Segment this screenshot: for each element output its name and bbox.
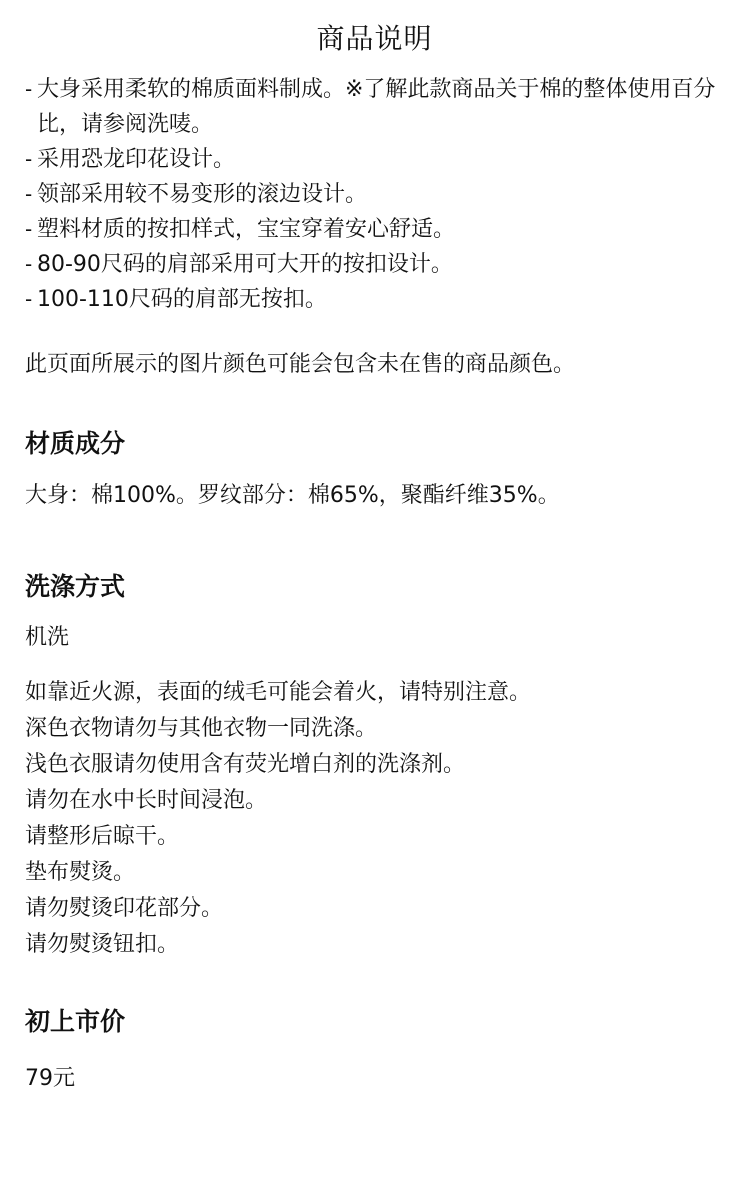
washing-instruction: 请整形后晾干。 <box>25 824 180 849</box>
feature-list <box>25 72 724 317</box>
feature-item <box>25 212 724 247</box>
price-value: 79元 <box>25 1066 75 1091</box>
washing-instruction: 请勿在水中长时间浸泡。 <box>25 788 268 813</box>
feature-text: 大身采用柔软的棉质面料制成。※了解此款商品关于棉的整体使用百分比，请参阅洗唛。 <box>37 77 716 137</box>
price-section <box>25 1006 724 1096</box>
bullet-marker: - <box>25 147 33 171</box>
washing-instruction: 请勿熨烫印花部分。 <box>25 896 224 921</box>
material-text: 大身：棉100%。罗纹部分：棉65%，聚酯纤维35%。 <box>25 483 560 508</box>
page-title: 商品说明 <box>316 22 433 55</box>
bullet-marker: - <box>25 182 33 206</box>
washing-instruction: 浅色衣服请勿使用含有荧光增白剂的洗涤剂。 <box>25 752 466 777</box>
washing-instruction: 深色衣物请勿与其他衣物一同洗涤。 <box>25 716 378 741</box>
bullet-marker: - <box>25 252 33 276</box>
feature-item <box>25 72 724 142</box>
washing-instruction: 如靠近火源，表面的绒毛可能会着火，请特别注意。 <box>25 680 532 705</box>
feature-item <box>25 282 724 317</box>
feature-item <box>25 247 724 282</box>
material-heading: 材质成分 <box>25 429 126 458</box>
price-heading: 初上市价 <box>25 1007 126 1036</box>
bullet-marker: - <box>25 217 33 241</box>
bullet-marker: - <box>25 77 33 101</box>
washing-instruction: 请勿熨烫钮扣。 <box>25 932 180 957</box>
washing-heading: 洗涤方式 <box>25 572 126 601</box>
washing-instruction: 垫布熨烫。 <box>25 860 136 885</box>
washing-method: 机洗 <box>25 625 70 650</box>
feature-text: 100-110尺码的肩部无按扣。 <box>37 287 327 312</box>
washing-instructions <box>25 675 724 963</box>
color-note: 此页面所展示的图片颜色可能会包含未在售的商品颜色。 <box>25 352 576 377</box>
feature-item <box>25 142 724 177</box>
feature-text: 领部采用较不易变形的滚边设计。 <box>37 182 368 207</box>
bullet-marker: - <box>25 287 33 311</box>
feature-text: 采用恐龙印花设计。 <box>37 147 236 172</box>
feature-item <box>25 177 724 212</box>
material-section <box>25 428 724 513</box>
feature-text: 塑料材质的按扣样式，宝宝穿着安心舒适。 <box>37 217 456 242</box>
feature-text: 80-90尺码的肩部采用可大开的按扣设计。 <box>37 252 453 277</box>
washing-section <box>25 571 724 963</box>
